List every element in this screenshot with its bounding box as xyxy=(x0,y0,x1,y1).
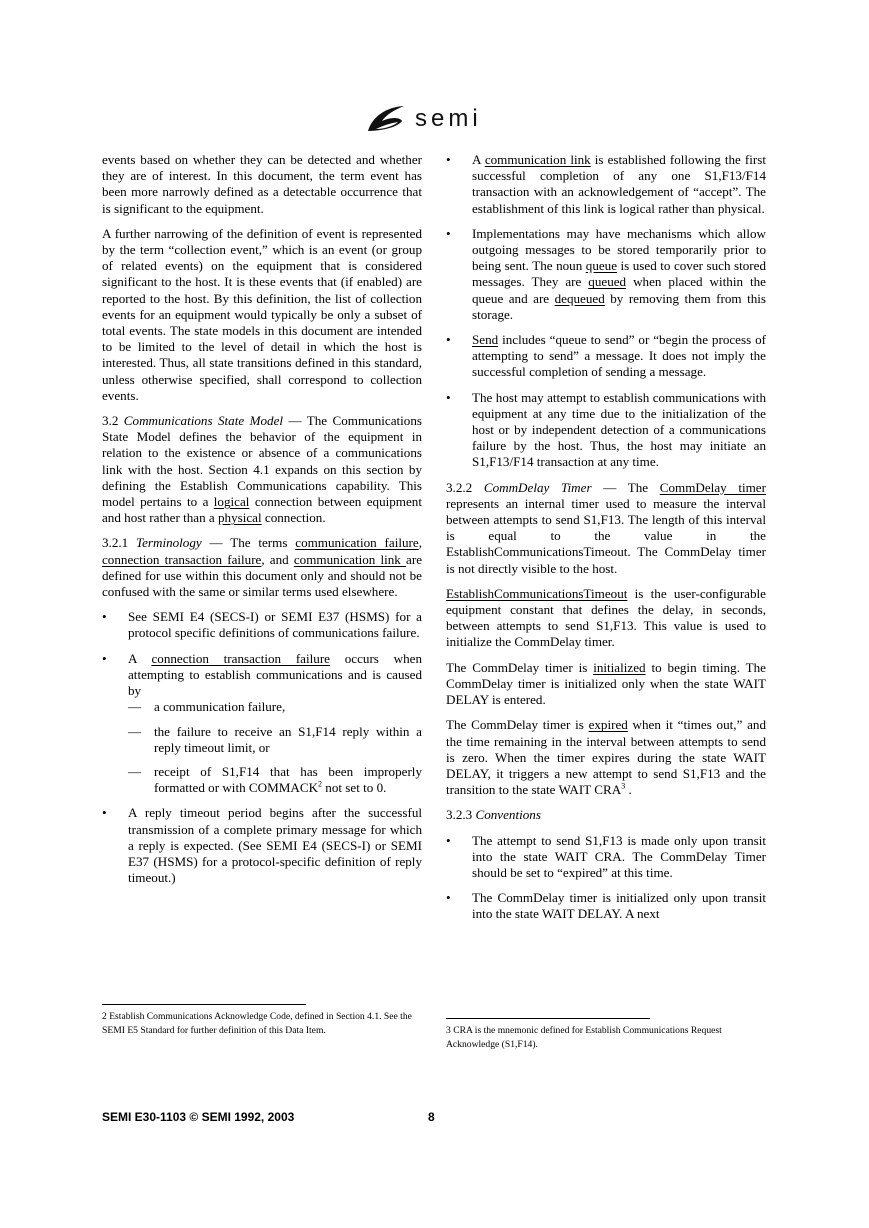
footnote-2: 2 Establish Communications Acknowledge Code, defined in Section 4.1. See the SEMI E5 Standard for further definition of this Data Item. xyxy=(102,1011,412,1036)
term-establish-communications-timeout: EstablishCommunicationsTimeout xyxy=(446,585,628,601)
list-item: • A connection transaction failure occurs when attempting to establish communications and is caused by — a communication failure, — the failure to receive an S1,F14 reply within a reply timeout limit, or — receipt of S1,F14 that has been improperly formatted or with COMMACK$^2$ not set to 0. xyxy=(102,651,422,797)
list-item: • See SEMI E4 (SECS-I) or SEMI E37 (HSMS) for a protocol specific definitions of communications failure. xyxy=(102,609,422,641)
list-item: • A reply timeout period begins after the successful transmission of a complete primary message for which a reply is expected. (See SEMI E4 (SECS-I) or SEMI E37 (HSMS) for a protocol-specific definition of reply timeout.) xyxy=(102,805,422,886)
paragraph-events: events based on whether they can be detected and whether they are of interest. In this document, the term event has been more narrowly defined as a detectable occurrence that is significant to the equipment. xyxy=(102,152,422,216)
term-connection-transaction-failure: connection transaction failure xyxy=(151,650,330,666)
semi-swoosh-icon xyxy=(364,103,412,135)
footnote-ref-2[interactable]: 2 xyxy=(318,779,323,789)
paragraph-expired: The CommDelay timer is expired when it “times out,” and the time remaining in the interval between attempts to send is zero. When the timer expires during the state WAIT DELAY, it triggers a new attempt to send S1,F13 and the transition to the state WAIT CRA$^3$ . xyxy=(446,717,767,798)
list-item: — receipt of S1,F14 that has been improperly formatted or with COMMACK$^2$ not set to 0. xyxy=(128,764,422,796)
terminology-list-continued xyxy=(446,152,766,471)
section-3-2: 3.2 Communications State Model — The Communications State Model defines the behavior of the equipment in relation to the existence or absence of a communications link with the host. Section 4.1 expands on this section by defining the Establish Communications capability. This model pertains to a logical connection between equipment and host rather than a physical connection. xyxy=(102,413,422,526)
paragraph-collection-event: A further narrowing of the definition of event is represented by the term “collection event,” which is an event (or group of related events) on the equipment that is considered significant to the host. It is these events that (if enabled) are reported to the host. By this definition, the list of collection events for an equipment would typically be only a subset of total events. The state models in this document are intended to be limited to the level of detail in which the host is interested. Thus, all state transitions defined in this standard, unless otherwise specified, shall correspond to collection events. xyxy=(102,225,422,403)
term-queue: queue xyxy=(585,258,618,274)
section-number: 3.2.1 xyxy=(102,535,129,551)
list-item: — the failure to receive an S1,F14 reply within a reply timeout limit, or xyxy=(128,724,422,756)
term-connection-transaction-failure: connection transaction failure xyxy=(102,551,262,567)
footnote-3: 3 CRA is the mnemonic defined for Establish Communications Request Acknowledge (S1,F14). xyxy=(446,1025,722,1050)
terminology-list xyxy=(102,609,422,886)
term-logical: logical xyxy=(213,494,250,510)
section-title: CommDelay Timer xyxy=(483,479,592,495)
section-number: 3.2.2 xyxy=(446,479,473,495)
list-item: • The host may attempt to establish communications with equipment at any time due to the initialization of the host or by independent detection of a communications failure by the host. Thus, the host may initiate an S1,F13/F14 transaction at any time. xyxy=(446,390,766,471)
semi-logo xyxy=(364,103,504,135)
term-physical: physical xyxy=(217,510,262,526)
section-number: 3.2.3 xyxy=(446,807,473,823)
section-number: 3.2 xyxy=(102,413,119,429)
section-3-2-1: 3.2.1 Terminology — The terms communication failure, connection transaction failure, and communication link are defined for use within this document only and should not be confused with the same or similar terms used elsewhere. xyxy=(102,535,422,600)
footnote-divider xyxy=(446,1018,650,1019)
term-communication-failure: communication failure xyxy=(295,535,419,551)
section-title: Communications State Model xyxy=(123,413,284,429)
term-dequeued: dequeued xyxy=(554,290,605,306)
paragraph-timeout-constant: EstablishCommunicationsTimeout is the user-configurable equipment constant that defines the delay, in seconds, between attempts to send S1,F13. This value is used to initialize the CommDelay timer. xyxy=(446,585,766,650)
section-3-2-2: 3.2.2 CommDelay Timer — The CommDelay timer represents an internal timer used to measure the interval between attempts to send S1,F13. The length of this interval is equal to the value in the EstablishCommunicationsTimeout. The CommDelay timer is not directly visible to the host. xyxy=(446,479,766,576)
list-item: • A communication link is established following the first successful completion of any one S1,F13/F14 transaction with an acknowledgement of “accept”. The establishment of this link is logical rather than physical. xyxy=(446,152,766,217)
cause-list xyxy=(128,699,422,796)
term-queued: queued xyxy=(588,274,627,290)
term-expired: expired xyxy=(588,717,628,733)
list-item: — a communication failure, xyxy=(128,699,422,715)
section-title: Conventions xyxy=(475,807,541,823)
left-column xyxy=(102,152,422,895)
term-commdelay-timer: CommDelay timer xyxy=(659,479,766,495)
footer-doc-id: SEMI E30-1103 © SEMI 1992, 2003 xyxy=(102,1110,295,1124)
list-item: • The attempt to send S1,F13 is made only upon transit into the state WAIT CRA. The CommDelay Timer should be set to “expired” at this time. xyxy=(446,833,766,882)
footnote-divider xyxy=(102,1004,306,1005)
term-communication-link: communication link xyxy=(293,551,407,567)
term-send: Send xyxy=(472,332,499,348)
conventions-list xyxy=(446,833,766,923)
semi-logo-text: semi xyxy=(415,105,482,132)
right-column xyxy=(446,152,766,932)
paragraph-initialized: The CommDelay timer is initialized to begin timing. The CommDelay timer is initialized only when the state WAIT DELAY is entered. xyxy=(446,659,766,708)
list-item: • Send includes “queue to send” or “begin the process of attempting to send” a message. It does not imply the successful completion of sending a message. xyxy=(446,332,766,381)
section-3-2-3 xyxy=(446,807,766,823)
section-title: Terminology xyxy=(136,535,202,551)
term-communication-link: communication link xyxy=(484,152,591,167)
term-initialized: initialized xyxy=(593,659,646,675)
page-number: 8 xyxy=(428,1110,435,1124)
footnote-ref-3[interactable]: 3 xyxy=(621,781,626,791)
list-item: • The CommDelay timer is initialized only upon transit into the state WAIT DELAY. A next xyxy=(446,890,766,922)
list-item: • Implementations may have mechanisms which allow outgoing messages to be stored temporarily prior to being sent. The noun queue is used to cover such stored messages. They are queued when placed within the queue and are dequeued by removing them from this storage. xyxy=(446,226,766,323)
